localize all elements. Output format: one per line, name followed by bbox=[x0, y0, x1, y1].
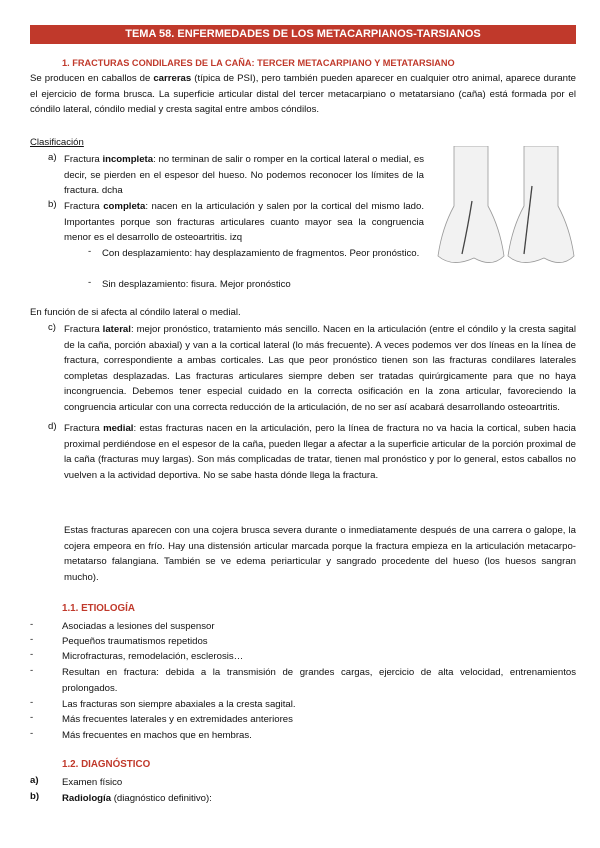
list-item: Más frecuentes laterales y en extremidades anteriores bbox=[62, 714, 293, 725]
funcion-text: En función de si afecta al cóndilo lateral o medial. bbox=[30, 307, 241, 318]
section-heading: 1. FRACTURAS CONDILARES DE LA CAÑA: TERCER METACARPIANO Y METATARSIANO bbox=[62, 58, 455, 68]
list-letter: b) bbox=[30, 791, 40, 802]
list-letter: a) bbox=[48, 152, 57, 163]
intro-bold: carreras bbox=[153, 73, 192, 84]
text: Fractura bbox=[64, 324, 103, 335]
text: (diagnóstico definitivo): bbox=[111, 793, 212, 804]
list-letter: b) bbox=[48, 199, 57, 210]
diagnostico-heading: 1.2. DIAGNÓSTICO bbox=[62, 759, 151, 770]
bold-term: Radiología bbox=[62, 793, 112, 804]
fractura-medial bbox=[64, 421, 576, 483]
dash: - bbox=[30, 728, 34, 739]
clasificacion-b bbox=[64, 199, 424, 246]
text: Fractura bbox=[64, 154, 103, 165]
list-item: Las fracturas son siempre abaxiales a la cresta sagital. bbox=[62, 699, 296, 710]
fractura-lateral bbox=[64, 322, 576, 415]
cojera-paragraph: Estas fracturas aparecen con una cojera brusca severa durante o inmediatamente después de una carrera o galope, la cojera empeora en frío. Hay una distensión articular marcada porque la fractura empieza en la articulación metacarpo- metatarso falangiana. También se ve edema periarticular y sangrado procedente del hueso (los huesos sangran mucho). bbox=[64, 525, 576, 583]
text: : nacen en la articulación y salen por la cortical del mismo lado. Importantes porque son fracturas articulares cuanto mayor sea la congruencia menor es el desarrollo de osteoartritis. izq bbox=[64, 201, 424, 243]
dash: - bbox=[88, 277, 92, 288]
text: Fractura bbox=[64, 201, 104, 212]
bone-right bbox=[508, 146, 574, 263]
dash: - bbox=[30, 697, 34, 708]
dash: - bbox=[30, 649, 34, 660]
etiologia-heading: 1.1. ETIOLOGÍA bbox=[62, 603, 135, 614]
sub-item: Con desplazamiento: hay desplazamiento de fragmentos. Peor pronóstico. bbox=[102, 248, 420, 259]
dash: - bbox=[30, 712, 34, 723]
intro-text: Se producen en caballos de bbox=[30, 73, 154, 84]
list-item: Resultan en fractura: debida a la transmisión de grandes cargas, ejercicio de alta velocidad, entrenamientos prolongados. bbox=[62, 667, 576, 694]
list-letter: d) bbox=[48, 421, 57, 432]
intro-paragraph bbox=[30, 71, 576, 118]
bold-term: lateral bbox=[102, 324, 131, 335]
dash: - bbox=[88, 246, 92, 257]
list-item: Examen físico bbox=[62, 777, 123, 788]
bold-term: medial bbox=[103, 423, 134, 434]
bone-fracture-figure bbox=[432, 146, 580, 270]
text: Fractura bbox=[64, 423, 104, 434]
text: : mejor pronóstico, tratamiento más sencillo. Nacen en la articulación (entre el cóndilo y la cresta sagital de la caña, porción abaxial) y van a la cortical lateral (lo más frecuente). A veces podemos ver dos líneas en la línea de fractura, correspondiente a ambas corticales. Las que peor pronóstico tienen son las fracturas condilares laterales completas desplazadas. Las fracturas articulares siempre deben ser tratadas quirúrgicamente para que no haya incongruencia. Debemos tener especial cuidado en la correcta osificación en la zona articular, favoreciendo la congruencia articular con una correcta reducción de la articulación, de no ser así acabará desarrollando osteoartritis. bbox=[64, 324, 576, 413]
bold-term: completa bbox=[103, 201, 146, 212]
text: : estas fracturas nacen en la articulación, pero la línea de fractura no va hacia la cortical, suben hacia proximal perdiéndose en el espesor de la caña, pueden llegar a afectar a la superficie articular de la porción proximal de la caña (fracturas muy largas). Son más complicadas de tratar, tienen mal pronóstico y por lo general, estos caballos no vuelven a la actividad deportiva. No se sabe hasta dónde llega la fractura. bbox=[64, 423, 576, 481]
intro-text-rest: (típica de PSI), pero también pueden aparecer en cualquier otro animal, aparece durante el ejercicio de forma brusca. La superficie articular distal del tercer metacarpiano o metatarsiano (caña) está formada por el cóndilo lateral, cóndilo medial y cresta sagital entre ambos cóndilos. bbox=[30, 73, 576, 115]
sub-item: Sin desplazamiento: fisura. Mejor pronóstico bbox=[102, 279, 291, 290]
dash: - bbox=[30, 665, 34, 676]
list-item: Microfracturas, remodelación, esclerosis… bbox=[62, 651, 244, 662]
list-item: Asociadas a lesiones del suspensor bbox=[62, 621, 215, 632]
list-item bbox=[62, 791, 212, 807]
text: : no terminan de salir o romper en la cortical lateral o medial, es decir, se pierden en el espesor del hueso. No podemos reconocer los límites de la fractura. dcha bbox=[64, 154, 424, 196]
dash: - bbox=[30, 634, 34, 645]
page-title: TEMA 58. ENFERMEDADES DE LOS METACARPIANOS-TARSIANOS bbox=[30, 25, 576, 44]
dash: - bbox=[30, 619, 34, 630]
list-item: Pequeños traumatismos repetidos bbox=[62, 636, 208, 647]
list-item: Más frecuentes en machos que en hembras. bbox=[62, 730, 252, 741]
clasificacion-a bbox=[64, 152, 424, 199]
bold-term: incompleta bbox=[102, 154, 154, 165]
clasificacion-label: Clasificación bbox=[30, 137, 84, 148]
list-letter: c) bbox=[48, 322, 56, 333]
list-letter: a) bbox=[30, 775, 39, 786]
